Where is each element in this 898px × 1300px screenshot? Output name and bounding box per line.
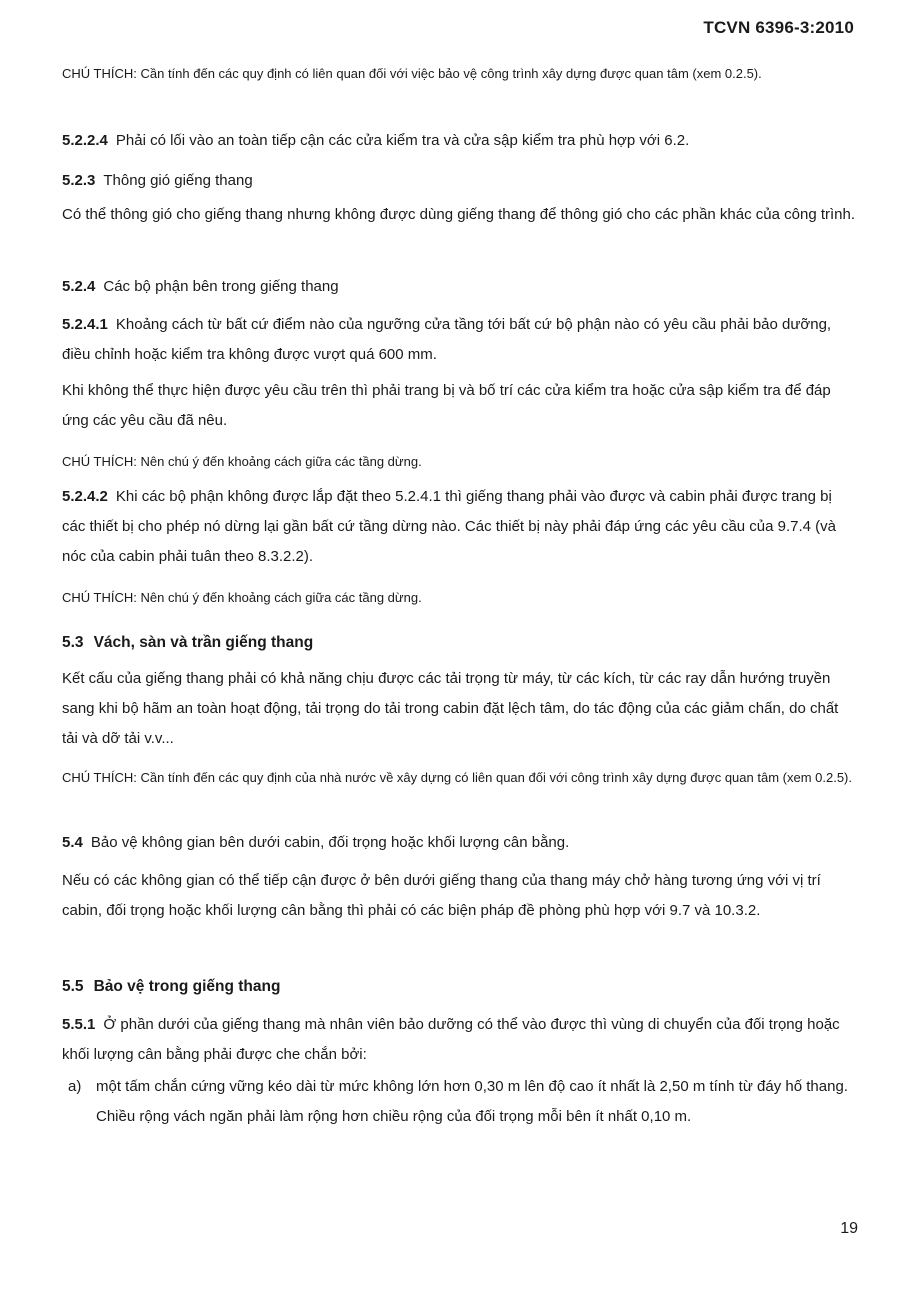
heading-5-2-4 bbox=[62, 272, 857, 302]
clause-number: 5.4 bbox=[62, 834, 83, 851]
list-item-text: một tấm chắn cứng vững kéo dài từ mức không lớn hơn 0,30 m lên độ cao ít nhất là 2,50 m tính từ đáy hố thang. bbox=[96, 1078, 848, 1095]
paragraph-5-2-3: Có thể thông gió cho giếng thang nhưng không được dùng giếng thang để thông gió cho các phần khác của công trình. bbox=[62, 206, 856, 223]
clause-number: 5.2.3 bbox=[62, 172, 96, 189]
clause-number: 5.3 bbox=[62, 634, 84, 651]
clause-5-5-1 bbox=[62, 1010, 857, 1070]
clause-text: Phải có lối vào an toàn tiếp cận các cửa kiểm tra và cửa sập kiểm tra phù hợp với 6.2. bbox=[115, 132, 690, 149]
heading-5-2-3 bbox=[62, 166, 857, 196]
list-marker: a) bbox=[68, 1078, 82, 1095]
heading-5-4 bbox=[62, 828, 857, 858]
note-3: CHÚ THÍCH: Nên chú ý đến khoảng cách giữa các tầng dừng. bbox=[62, 590, 422, 605]
paragraph-5-2-4-1b: Khi không thể thực hiện được yêu cầu trên thì phải trang bị và bố trí các cửa kiểm tra hoặc cửa sập kiểm tra để đáp ứng các yêu cầu đã nêu. bbox=[62, 382, 831, 429]
clause-title: Bảo vệ không gian bên dưới cabin, đối trọng hoặc khối lượng cân bằng. bbox=[90, 834, 570, 851]
paragraph-5-4: Nếu có các không gian có thể tiếp cận được ở bên dưới giếng thang của thang máy chở hàng tương ứng với vị trí cabin, đối trọng hoặc khối lượng cân bằng thì phải có các biện pháp đề phòng phù hợp với 9.7 và 10.3.2. bbox=[62, 872, 821, 919]
note-4: CHÚ THÍCH: Cần tính đến các quy định của nhà nước về xây dựng có liên quan đối với công trình xây dựng được quan tâm (xem 0.2.5). bbox=[62, 770, 852, 785]
list-item-continuation: Chiều rộng vách ngăn phải làm rộng hơn chiều rộng của đối trọng mỗi bên ít nhất 0,10 m. bbox=[96, 1108, 692, 1125]
clause-title: Bảo vệ trong giếng thang bbox=[93, 978, 281, 995]
note-2: CHÚ THÍCH: Nên chú ý đến khoảng cách giữa các tầng dừng. bbox=[62, 454, 422, 469]
clause-number: 5.5.1 bbox=[62, 1016, 96, 1033]
clause-title: Vách, sàn và trần giếng thang bbox=[93, 634, 314, 651]
heading-5-5 bbox=[62, 972, 857, 1002]
clause-number: 5.2.4.1 bbox=[62, 316, 108, 333]
paragraph-5-3: Kết cấu của giếng thang phải có khả năng chịu được các tải trọng từ máy, từ các kích, từ các ray dẫn hướng truyền sang khi bộ hãm an toàn hoạt động, tải trọng do tải trong cabin đặt lệch tâm, do tác động của các giảm chấn, do chất tải và dỡ tải v.v... bbox=[62, 670, 839, 747]
clause-text: Khi các bộ phận không được lắp đặt theo 5.2.4.1 thì giếng thang phải vào được và cabin phải được trang bị các thiết bị cho phép nó dừng lại gần bất cứ tầng dừng nào. Các thiết bị này phải đáp ứng các yêu cầu của 9.7.4 (và nóc của cabin phải tuân theo 8.3.2.2). bbox=[62, 488, 837, 565]
clause-number: 5.2.4.2 bbox=[62, 488, 108, 505]
clause-title: Các bộ phận bên trong giếng thang bbox=[103, 278, 339, 295]
clause-5-2-4-2 bbox=[62, 482, 857, 572]
clause-number: 5.2.4 bbox=[62, 278, 96, 295]
clause-text: Ở phần dưới của giếng thang mà nhân viên bảo dưỡng có thể vào được thì vùng di chuyển của đối trọng hoặc khối lượng cân bằng phải được che chắn bởi: bbox=[62, 1016, 840, 1063]
note-1: CHÚ THÍCH: Cần tính đến các quy định có liên quan đối với việc bảo vệ công trình xây dựng được quan tâm (xem 0.2.5). bbox=[62, 66, 762, 81]
clause-number: 5.5 bbox=[62, 978, 84, 995]
clause-number: 5.2.2.4 bbox=[62, 132, 108, 149]
page-number: 19 bbox=[840, 1220, 858, 1237]
clause-text: Khoảng cách từ bất cứ điểm nào của ngưỡng cửa tầng tới bất cứ bộ phận nào có yêu cầu phải bảo dưỡng, điều chỉnh hoặc kiểm tra không được vượt quá 600 mm. bbox=[62, 316, 832, 363]
standard-code: TCVN 6396-3:2010 bbox=[703, 18, 854, 37]
heading-5-3 bbox=[62, 628, 857, 658]
clause-title: Thông gió giếng thang bbox=[103, 172, 253, 189]
clause-5-2-4-1 bbox=[62, 310, 857, 370]
list-item-a bbox=[62, 1072, 857, 1132]
clause-5-2-2-4 bbox=[62, 126, 857, 156]
